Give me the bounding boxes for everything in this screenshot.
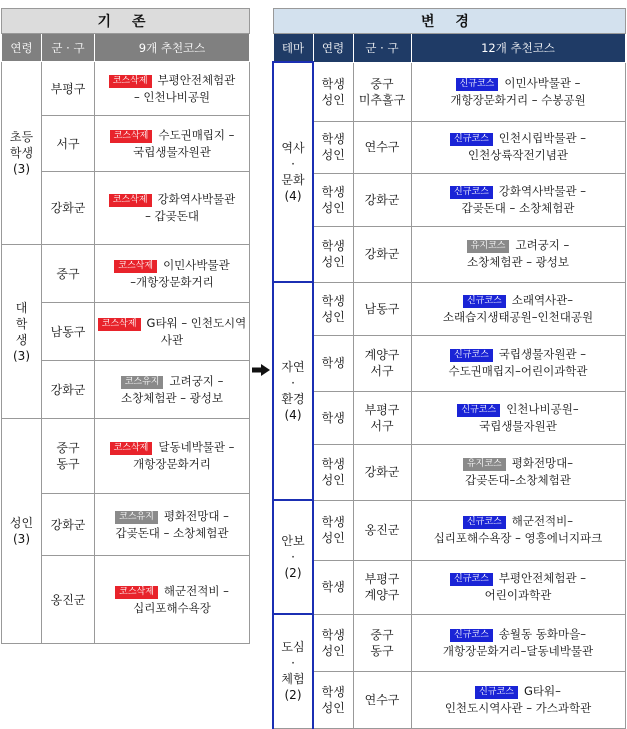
table-row	[273, 560, 625, 614]
table-row	[273, 671, 625, 728]
district-cell: 중구 미추홀구	[353, 62, 411, 121]
district-cell: 강화군	[353, 173, 411, 226]
district-cell: 옹진군	[42, 556, 95, 644]
table-row	[273, 335, 625, 391]
theme-cell: 안보 · (2)	[273, 500, 313, 614]
table-row	[273, 444, 625, 500]
district-cell: 서구	[42, 116, 95, 172]
course-route: 소래역사관– 소래습지생태공원–인천대공원	[442, 292, 594, 324]
course-route: 달동네박물관 – 개항장문화거리	[133, 440, 235, 471]
course-cell	[411, 391, 625, 444]
course-route: 강화역사박물관 – 갑곶돈대	[145, 192, 236, 223]
age-cell: 학생 성인	[313, 173, 353, 226]
course-cell	[411, 335, 625, 391]
right-table-title: 변 경	[273, 9, 625, 34]
left-title-row	[2, 9, 250, 34]
age-group-cell: 초등 학생 (3)	[2, 62, 42, 245]
age-cell: 학생 성인	[313, 444, 353, 500]
changed-courses-table	[272, 8, 626, 729]
age-cell: 학생 성인	[313, 614, 353, 671]
course-cell	[95, 245, 250, 303]
course-badge: 코스삭제	[109, 75, 152, 88]
district-cell: 남동구	[353, 282, 411, 335]
course-cell	[95, 556, 250, 644]
course-cell	[95, 172, 250, 245]
course-cell	[95, 361, 250, 419]
age-cell: 학생	[313, 560, 353, 614]
table-row	[273, 226, 625, 282]
course-cell	[411, 444, 625, 500]
course-route: 송월동 동화마을– 개항장문화거리–달동네박물관	[442, 626, 594, 658]
right-title-row	[273, 9, 625, 34]
existing-courses-table	[1, 8, 250, 644]
course-badge: 코스삭제	[114, 260, 157, 273]
left-table-title: 기 존	[2, 9, 250, 34]
district-cell: 중구	[42, 245, 95, 303]
course-badge: 신규코스	[450, 133, 493, 146]
course-route: 이민사박물관 –개항장문화거리	[130, 257, 230, 289]
course-route: 부평안전체험관 – 인천나비공원	[133, 72, 236, 104]
district-cell: 강화군	[353, 444, 411, 500]
course-badge: 신규코스	[450, 573, 493, 586]
course-cell	[411, 121, 625, 173]
course-route: 해군전적비 – 십리포해수욕장	[133, 583, 229, 615]
district-cell: 강화군	[42, 361, 95, 419]
course-cell	[95, 494, 250, 556]
course-badge: 신규코스	[450, 629, 493, 642]
course-badge: 코스삭제	[115, 586, 158, 599]
right-header-cell: 연령	[313, 34, 353, 63]
age-group-cell: 대 학 생 (3)	[2, 245, 42, 419]
course-route: 해군전적비– 십리포해수욕장 – 영흥에너지파크	[433, 514, 603, 545]
course-cell	[95, 303, 250, 361]
course-badge: 신규코스	[450, 186, 493, 199]
course-badge: 신규코스	[475, 686, 518, 699]
theme-cell: 자연 · 환경 (4)	[273, 282, 313, 500]
course-cell	[411, 500, 625, 560]
district-cell: 부평구 서구	[353, 391, 411, 444]
course-badge: 유지코스	[467, 240, 510, 253]
district-cell: 강화군	[42, 494, 95, 556]
table-row	[273, 282, 625, 335]
course-route: 국립생물자원관 – 수도권매립지–어린이과학관	[448, 347, 588, 378]
table-row	[273, 173, 625, 226]
age-cell: 학생	[313, 335, 353, 391]
district-cell: 남동구	[42, 303, 95, 361]
course-badge: 코스유지	[115, 511, 158, 524]
age-cell: 학생	[313, 391, 353, 444]
right-header-row	[273, 34, 625, 63]
district-cell: 중구 동구	[353, 614, 411, 671]
theme-cell: 역사 · 문화 (4)	[273, 62, 313, 282]
course-badge: 코스삭제	[110, 130, 153, 143]
right-arrow-icon	[252, 364, 270, 376]
course-badge: 신규코스	[456, 78, 499, 91]
age-cell: 학생 성인	[313, 121, 353, 173]
course-route: 고려궁지 – 소창체험관 – 광성보	[121, 373, 224, 405]
left-header-cell: 연령	[2, 34, 42, 62]
table-row	[2, 245, 250, 303]
district-cell: 부평구 계양구	[353, 560, 411, 614]
left-header-row	[2, 34, 250, 62]
district-cell: 중구 동구	[42, 419, 95, 494]
course-route: 이민사박물관 – 개항장문화거리 – 수봉공원	[450, 75, 586, 107]
course-badge: 신규코스	[450, 349, 493, 362]
table-row	[273, 121, 625, 173]
course-badge: 신규코스	[463, 516, 506, 529]
table-row	[273, 62, 625, 121]
course-route: 평화전망대– 갑곶돈대–소창체험관	[465, 456, 574, 487]
course-cell	[411, 282, 625, 335]
left-header-cell: 9개 추천코스	[95, 34, 250, 62]
district-cell: 연수구	[353, 671, 411, 728]
course-badge: 유지코스	[463, 458, 506, 471]
right-header-cell: 군 · 구	[353, 34, 411, 63]
course-badge: 신규코스	[457, 404, 500, 417]
course-route: 수도권매립지 – 국립생물자원관	[133, 127, 235, 159]
course-cell	[411, 671, 625, 728]
course-cell	[411, 226, 625, 282]
table-row	[273, 391, 625, 444]
course-route: G타워– 인천도시역사관 – 가스과학관	[444, 683, 592, 715]
course-badge: 코스삭제	[110, 442, 153, 455]
course-route: 평화전망대 – 갑곶돈대 – 소창체험관	[115, 508, 229, 540]
age-cell: 학생 성인	[313, 500, 353, 560]
course-route: G타워 – 인천도시역사관	[146, 315, 247, 347]
course-cell	[95, 419, 250, 494]
age-cell: 학생 성인	[313, 671, 353, 728]
age-group-cell: 성인 (3)	[2, 419, 42, 644]
course-cell	[411, 560, 625, 614]
table-row	[2, 62, 250, 116]
course-cell	[95, 116, 250, 172]
age-cell: 학생 성인	[313, 62, 353, 121]
district-cell: 강화군	[42, 172, 95, 245]
table-row	[273, 500, 625, 560]
course-cell	[411, 173, 625, 226]
table-row	[2, 419, 250, 494]
right-header-cell: 테마	[273, 34, 313, 63]
theme-cell: 도심 · 체험 (2)	[273, 614, 313, 728]
age-cell: 학생 성인	[313, 282, 353, 335]
table-row	[273, 614, 625, 671]
course-route: 인천시립박물관 – 인천상륙작전기념관	[468, 131, 586, 162]
course-route: 강화역사박물관 – 갑곶돈대 – 소창체험관	[461, 183, 586, 215]
district-cell: 부평구	[42, 62, 95, 116]
left-header-cell: 군 · 구	[42, 34, 95, 62]
course-badge: 코스삭제	[98, 318, 141, 331]
course-badge: 코스삭제	[109, 194, 152, 207]
course-route: 부평안전체험관 – 어린이과학관	[484, 571, 586, 602]
district-cell: 연수구	[353, 121, 411, 173]
course-badge: 코스유지	[121, 376, 164, 389]
course-route: 인천나비공원– 국립생물자원관	[479, 401, 579, 433]
course-cell	[95, 62, 250, 116]
course-route: 고려궁지 – 소창체험관 – 광성보	[467, 238, 570, 269]
district-cell: 옹진군	[353, 500, 411, 560]
age-cell: 학생 성인	[313, 226, 353, 282]
district-cell: 강화군	[353, 226, 411, 282]
right-header-cell: 12개 추천코스	[411, 34, 625, 63]
district-cell: 계양구 서구	[353, 335, 411, 391]
course-cell	[411, 62, 625, 121]
course-cell	[411, 614, 625, 671]
course-badge: 신규코스	[463, 295, 506, 308]
